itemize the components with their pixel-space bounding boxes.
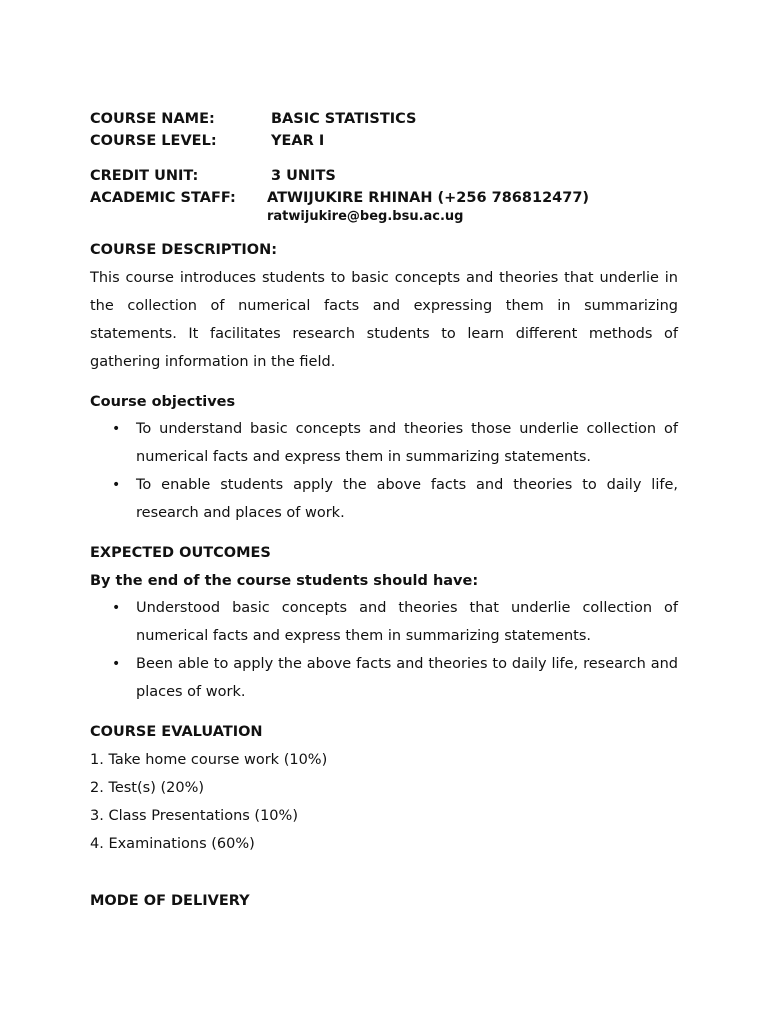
bullet-icon: • <box>112 600 121 616</box>
academic-staff-row <box>90 187 678 209</box>
document-page <box>90 108 678 912</box>
expected-outcomes-section <box>90 542 678 706</box>
bullet-icon: • <box>112 656 121 672</box>
academic-staff-value: ATWIJUKIRE RHINAH (+256 786812477) <box>267 190 590 206</box>
list-item <box>112 650 678 706</box>
outcomes-list <box>90 594 678 706</box>
bullet-icon: • <box>112 477 121 493</box>
evaluation-item: 2. Test(s) (20%) <box>90 780 205 796</box>
course-objectives-heading: Course objectives <box>90 394 236 410</box>
course-level-row <box>90 130 678 152</box>
expected-outcomes-heading: EXPECTED OUTCOMES <box>90 545 271 561</box>
objectives-list <box>90 415 678 527</box>
academic-staff-label: ACADEMIC STAFF: <box>90 190 236 206</box>
expected-outcomes-subheading: By the end of the course students should have: <box>90 573 479 589</box>
objective-text: To enable students apply the above facts and theories to daily life, research and places of work. <box>136 477 678 521</box>
list-item <box>112 471 678 527</box>
course-description-text: This course introduces students to basic concepts and theories that underlie in the collection of numerical facts and expressing them in summarizing statements. It facilitates research students to learn different methods of gathering information in the field. <box>90 270 678 370</box>
outcome-text: Understood basic concepts and theories that underlie collection of numerical facts and express them in summarizing statements. <box>136 600 678 644</box>
course-name-label: COURSE NAME: <box>90 111 215 127</box>
list-item <box>112 594 678 650</box>
outcome-text: Been able to apply the above facts and theories to daily life, research and places of work. <box>136 656 678 700</box>
course-level-label: COURSE LEVEL: <box>90 133 217 149</box>
staff-email: ratwijukire@beg.bsu.ac.ug <box>267 209 464 224</box>
course-name-row <box>90 108 678 130</box>
credit-unit-value: 3 UNITS <box>271 168 336 184</box>
mode-of-delivery-heading: MODE OF DELIVERY <box>90 893 250 909</box>
list-item <box>112 415 678 471</box>
course-evaluation-heading: COURSE EVALUATION <box>90 724 263 740</box>
course-evaluation-section <box>90 721 678 858</box>
evaluation-item: 1. Take home course work (10%) <box>90 752 328 768</box>
course-level-value: YEAR I <box>271 133 325 149</box>
bullet-icon: • <box>112 421 121 437</box>
evaluation-item: 3. Class Presentations (10%) <box>90 808 298 824</box>
evaluation-item: 4. Examinations (60%) <box>90 836 255 852</box>
course-description-section <box>90 239 678 376</box>
course-name-value: BASIC STATISTICS <box>271 111 417 127</box>
credit-unit-row <box>90 165 678 187</box>
credit-unit-label: CREDIT UNIT: <box>90 168 199 184</box>
objective-text: To understand basic concepts and theories those underlie collection of numerical facts and express them in summarizing statements. <box>136 421 678 465</box>
course-description-heading: COURSE DESCRIPTION: <box>90 242 278 258</box>
course-objectives-section <box>90 391 678 527</box>
course-info <box>90 108 678 225</box>
